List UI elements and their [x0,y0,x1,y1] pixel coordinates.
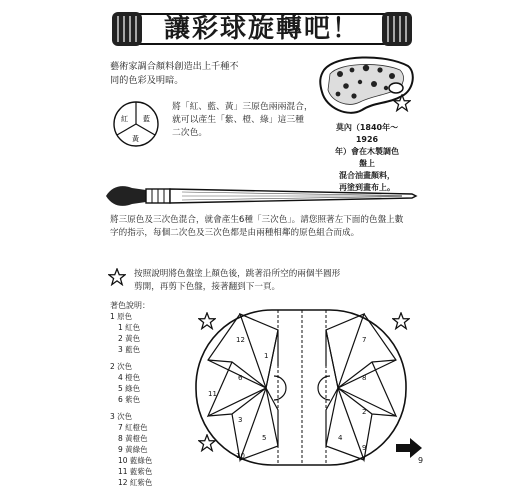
legend-item: 2 黃色 [118,334,141,343]
legend-item: 7 紅橙色 [118,423,148,432]
wheel-number: 7 [362,336,367,344]
legend-heading: 著色說明： [110,301,150,310]
wheel-number: 9 [362,444,367,452]
primaries-line-3: 二次色。 [172,128,208,138]
wheel-number: 3 [238,416,243,424]
wheel-number: 11 [208,390,217,398]
caption-line-4: 再塗到畫布上。 [339,183,395,192]
wheel-number: 6 [238,374,243,382]
legend-item: 1 紅色 [118,323,141,332]
legend-item: 10 藍綠色 [118,456,153,465]
wheel-number: 12 [236,336,245,344]
legend-secondary-heading: 2 次色 [110,362,133,371]
page-number: 9 [418,456,424,465]
star-icon [198,434,216,452]
wheel-number: 8 [362,374,367,382]
mini-color-wheel [112,100,160,148]
legend-item: 12 紅紫色 [118,478,153,487]
legend-item: 5 綠色 [118,384,141,393]
wheel-label-yellow: 黃 [132,135,139,143]
wheel-label-blue: 藍 [143,115,150,123]
legend-item: 11 藍紫色 [118,467,153,476]
instruction-line-1: 按照說明將色盤塗上顏色後，跳著沿所空的兩個半圓形 [134,269,341,279]
legend-primary-heading: 1 原色 [110,312,133,321]
star-icon [198,312,216,330]
legend-tertiary-heading: 3 次色 [110,412,133,421]
coloring-legend [110,300,180,488]
wheel-number: 5 [262,434,267,442]
star-icon [392,312,410,330]
primaries-paragraph [172,101,322,140]
star-icon [108,268,126,286]
primaries-line-2: 就可以產生「紫、橙、綠」這三種 [172,115,304,125]
legend-item: 4 橙色 [118,373,141,382]
wheel-number: 2 [362,408,367,416]
legend-item: 8 黃橙色 [118,434,148,443]
star-icon [393,94,411,112]
next-page-arrow-icon [396,438,422,458]
caption-line-2: 年）會在木製調色盤上 [335,147,399,168]
color-wheel-template [186,300,416,472]
tertiary-explanation [110,214,440,240]
instruction-line-2: 剪開，再剪下色盤，接著翻到下一頁。 [134,282,281,292]
intro-line-2: 同的色彩及明暗。 [110,75,184,86]
paintbrush-illustration [102,178,420,214]
legend-item: 9 黃綠色 [118,445,148,454]
instruction-paragraph [134,268,424,294]
intro-line-1: 藝術家調合顏料創造出上千種不 [110,61,239,72]
intro-paragraph [110,60,310,88]
wheel-number: 1 [264,352,269,360]
page-title: 讓彩球旋轉吧！ [163,14,360,44]
legend-item: 3 藍色 [118,345,141,354]
wheel-number: 4 [338,434,343,442]
caption-line-1: 莫內（1840年～1926 [335,123,399,144]
legend-item: 6 紫色 [118,395,141,404]
wheel-label-red: 紅 [121,115,128,123]
middle-line-2: 字的指示，每個二次色及三次色都是由兩種相鄰的原色組合而成。 [110,228,360,238]
primaries-line-1: 將「紅、藍、黃」三原色兩兩混合， [172,102,313,112]
middle-line-1: 將三原色及三次色混合，就會產生6種「三次色」。請您照著左下面的色盤上數 [110,215,404,225]
caption-line-3: 混合油畫顏料， [339,171,395,180]
wheel-number: 10 [236,452,245,460]
